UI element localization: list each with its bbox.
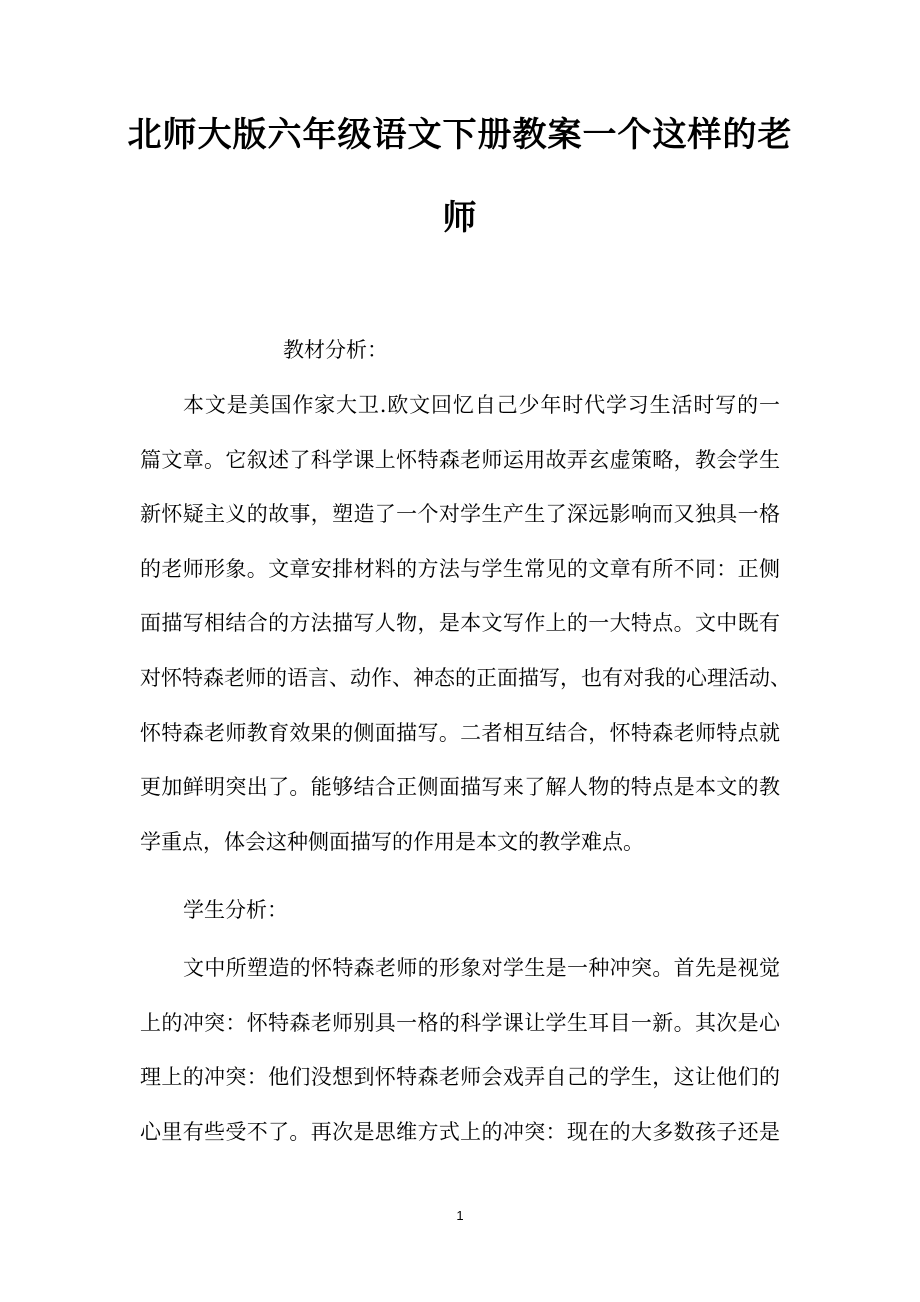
text-line: 理上的冲突：他们没想到怀特森老师会戏弄自己的学生，这让他们的 (140, 1065, 780, 1090)
text-line: 本文是美国作家大卫.欧文回忆自己少年时代学习生活时写的一 (183, 393, 780, 417)
paragraph-student-analysis (140, 941, 780, 1159)
document-title-line-2: 师 (442, 198, 478, 238)
text-line: 的老师形象。文章安排材料的方法与学生常见的文章有所不同：正侧 (140, 556, 780, 581)
document-title-line-1: 北师大版六年级语文下册教案一个这样的老 (127, 115, 793, 155)
heading-text: 学生分析： (183, 898, 288, 922)
text-line: 心里有些受不了。再次是思维方式上的冲突：现在的大多数孩子还是 (140, 1119, 780, 1144)
text-line: 文中所塑造的怀特森老师的形象对学生是一种冲突。首先是视觉 (183, 956, 780, 980)
text-line: 对怀特森老师的语言、动作、神态的正面描写，也有对我的心理活动、 (140, 665, 791, 690)
section-heading-textbook-analysis (283, 323, 920, 378)
heading-text: 教材分析： (283, 338, 388, 362)
text-line: 学重点，体会这种侧面描写的作用是本文的教学难点。 (140, 829, 644, 854)
text-line: 怀特森老师教育效果的侧面描写。二者相互结合，怀特森老师特点就 (140, 720, 780, 745)
text-line: 更加鲜明突出了。能够结合正侧面描写来了解人物的特点是本文的教 (140, 775, 780, 800)
paragraph-textbook-analysis (140, 378, 791, 869)
text-line: 篇文章。它叙述了科学课上怀特森老师运用故弄玄虚策略，教会学生 (140, 447, 780, 472)
text-line: 面描写相结合的方法描写人物，是本文写作上的一大特点。文中既有 (140, 611, 780, 636)
section-heading-student-analysis (140, 883, 780, 938)
text-line: 上的冲突：怀特森老师别具一格的科学课让学生耳目一新。其次是心 (140, 1010, 780, 1035)
text-line: 新怀疑主义的故事，塑造了一个对学生产生了深远影响而又独具一格 (140, 502, 780, 527)
page-number: 1 (456, 1208, 464, 1223)
